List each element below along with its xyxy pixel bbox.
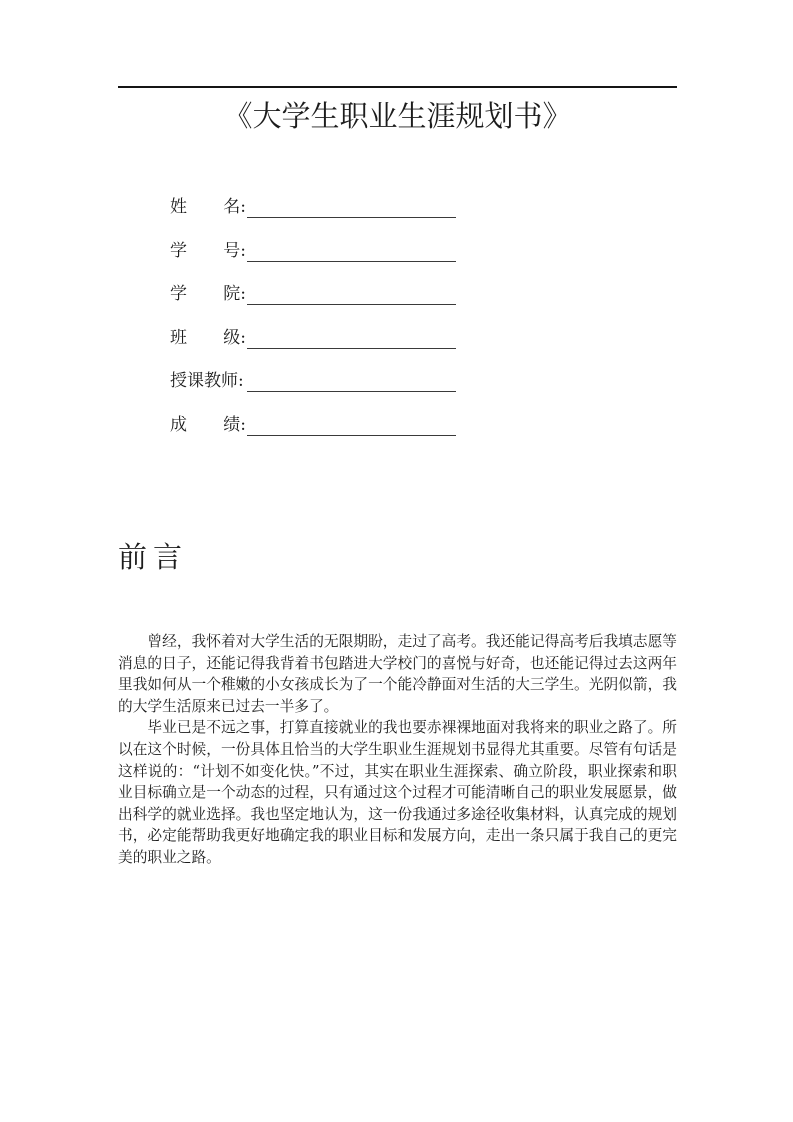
foreword-paragraph-2: 毕业已是不远之事，打算直接就业的我也要赤裸裸地面对我将来的职业之路了。所以在这个时候，一份具体且恰当的大学生职业生涯规划书显得尤其重要。尽管有句话是这样说的：“计划不如变化快。”不过，其实在职业生涯探索、确立阶段，职业探索和职业目标确立是一个动态的过程，只有通过这个过程才可能清晰自己的职业发展愿景，做出科学的就业选择。我也坚定地认为，这一份我通过多途径收集材料，认真完成的规划书，必定能帮助我更好地确定我的职业目标和发展方向，走出一条只属于我自己的更完美的职业之路。 <box>118 719 677 866</box>
header-divider-line <box>118 86 677 88</box>
field-label-text: 号: <box>223 240 246 261</box>
blank-line <box>247 282 456 305</box>
field-label-college <box>170 283 246 305</box>
field-label-text: 名: <box>223 197 246 217</box>
blank-line <box>247 239 456 262</box>
field-label-text: 学 <box>170 284 187 304</box>
blank-line <box>247 195 456 218</box>
field-row-teacher <box>170 370 456 392</box>
field-label-text: 成 <box>170 414 187 435</box>
section-heading-foreword: 前言 <box>118 540 189 574</box>
foreword-body <box>118 631 677 869</box>
blank-line <box>247 326 456 349</box>
field-label-text: 绩: <box>223 414 246 435</box>
field-label-text: 授课教师: <box>170 371 244 391</box>
cover-form-fields <box>170 196 456 457</box>
field-row-score <box>170 414 456 436</box>
field-label-text: 姓 <box>170 197 187 217</box>
field-label-text: 院: <box>223 284 246 304</box>
blank-line <box>247 369 456 392</box>
foreword-paragraph-1: 曾经，我怀着对大学生活的无限期盼，走过了高考。我还能记得高考后我填志愿等消息的日子，还能记得我背着书包踏进大学校门的喜悦与好奇，也还能记得过去这两年里我如何从一个稚嫩的小女孩成长为了一个能冷静面对生活的大三学生。光阴似箭，我的大学生活原来已过去一半多了。 <box>118 633 677 715</box>
field-row-class <box>170 327 456 349</box>
field-row-student-id <box>170 240 456 262</box>
field-label-text: 级: <box>223 327 246 348</box>
field-row-college <box>170 283 456 305</box>
field-label-text: 学 <box>170 240 187 261</box>
field-label-student-id <box>170 240 246 262</box>
field-label-score <box>170 414 246 436</box>
field-label-teacher <box>170 370 246 392</box>
field-label-text: 班 <box>170 327 187 348</box>
blank-line <box>247 413 456 436</box>
document-title: 《大学生职业生涯规划书》 <box>223 99 572 133</box>
field-row-name <box>170 196 456 218</box>
field-label-class <box>170 327 246 349</box>
field-label-name <box>170 196 246 218</box>
